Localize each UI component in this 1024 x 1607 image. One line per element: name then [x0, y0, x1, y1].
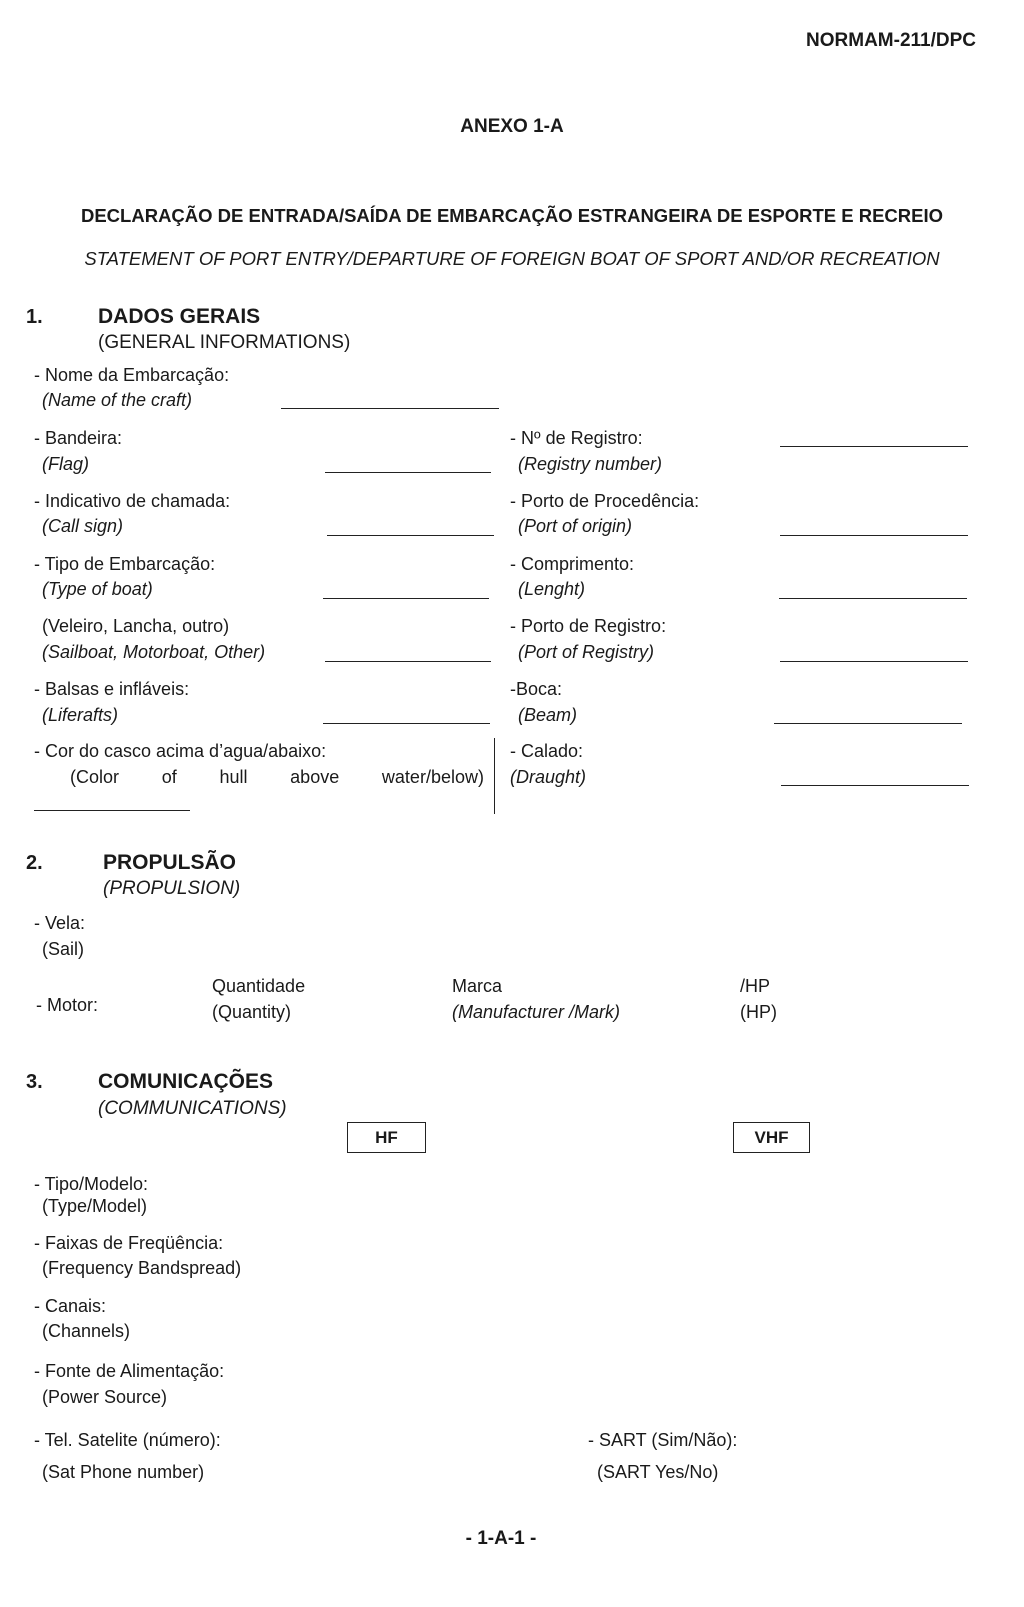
section-1-title: DADOS GERAIS — [98, 305, 261, 328]
section-2-subtitle: (PROPULSION) — [103, 878, 241, 899]
beam-label: -Boca: — [510, 679, 563, 699]
power-source-label: - Fonte de Alimentação: — [34, 1361, 225, 1381]
title-en: STATEMENT OF PORT ENTRY/DEPARTURE OF FOREIGN BOAT OF SPORT AND/OR RECREATION — [84, 248, 940, 269]
hull-color-word: above — [290, 767, 340, 787]
section-2-number: 2. — [26, 852, 43, 874]
quantity-label-en: (Quantity) — [212, 1002, 292, 1022]
type-model-label-en: (Type/Model) — [42, 1196, 148, 1216]
liferafts-field[interactable] — [323, 723, 490, 724]
length-label-en: (Lenght) — [518, 579, 586, 599]
page-number: - 1-A-1 - — [465, 1528, 537, 1549]
registry-number-label: - Nº de Registro: — [510, 428, 643, 448]
port-of-registry-label: - Porto de Registro: — [510, 616, 667, 636]
draught-field[interactable] — [781, 785, 969, 786]
draught-label: - Calado: — [510, 741, 584, 761]
sail-label: - Vela: — [34, 913, 86, 933]
hull-color-label-en — [70, 767, 484, 788]
hull-color-field[interactable] — [34, 810, 190, 811]
call-sign-label-en: (Call sign) — [42, 516, 124, 536]
boat-kind-label: (Veleiro, Lancha, outro) — [42, 616, 230, 636]
frequency-label-en: (Frequency Bandspread) — [42, 1258, 242, 1278]
section-3-title: COMUNICAÇÕES — [98, 1070, 274, 1093]
hp-label: /HP — [740, 976, 771, 996]
sart-label: - SART (Sim/Não): — [588, 1430, 738, 1450]
port-of-origin-field[interactable] — [780, 535, 968, 536]
title-pt: DECLARAÇÃO DE ENTRADA/SAÍDA DE EMBARCAÇÃO ESTRANGEIRA DE ESPORTE E RECREIO — [80, 205, 944, 226]
sat-phone-label: - Tel. Satelite (número): — [34, 1430, 221, 1450]
hull-color-word: hull — [219, 767, 248, 787]
craft-name-field[interactable] — [281, 408, 499, 409]
quantity-label: Quantidade — [212, 976, 306, 996]
beam-field[interactable] — [774, 723, 962, 724]
hull-color-word: of — [161, 767, 177, 787]
boat-type-label: - Tipo de Embarcação: — [34, 554, 216, 574]
section-2-title: PROPULSÃO — [103, 851, 237, 874]
boat-kind-field[interactable] — [325, 661, 491, 662]
hull-color-label: - Cor do casco acima d’agua/abaixo: — [34, 741, 327, 761]
annex-title: ANEXO 1-A — [460, 116, 564, 137]
craft-name-label-en: (Name of the craft) — [42, 390, 193, 410]
boat-kind-label-en: (Sailboat, Motorboat, Other) — [42, 642, 266, 662]
column-divider — [494, 738, 495, 814]
beam-label-en: (Beam) — [518, 705, 578, 725]
call-sign-field[interactable] — [327, 535, 494, 536]
port-of-registry-field[interactable] — [780, 661, 968, 662]
port-of-origin-label-en: (Port of origin) — [518, 516, 633, 536]
sart-label-en: (SART Yes/No) — [597, 1462, 719, 1482]
document-code: NORMAM-211/DPC — [806, 30, 976, 51]
manufacturer-label: Marca — [452, 976, 503, 996]
section-3-subtitle: (COMMUNICATIONS) — [98, 1098, 287, 1119]
sail-label-en: (Sail) — [42, 939, 85, 959]
draught-label-en: (Draught) — [510, 767, 587, 787]
type-model-label: - Tipo/Modelo: — [34, 1174, 149, 1194]
motor-label: - Motor: — [36, 995, 99, 1015]
length-label: - Comprimento: — [510, 554, 635, 574]
section-3-number: 3. — [26, 1071, 43, 1093]
vhf-header-box: VHF — [733, 1122, 810, 1153]
manufacturer-label-en: (Manufacturer /Mark) — [452, 1002, 621, 1022]
flag-label: - Bandeira: — [34, 428, 123, 448]
port-of-registry-label-en: (Port of Registry) — [518, 642, 655, 662]
hull-color-word: (Color — [70, 767, 120, 787]
hp-label-en: (HP) — [740, 1002, 777, 1022]
flag-field[interactable] — [325, 472, 491, 473]
call-sign-label: - Indicativo de chamada: — [34, 491, 231, 511]
boat-type-label-en: (Type of boat) — [42, 579, 153, 599]
channels-label-en: (Channels) — [42, 1321, 131, 1341]
sat-phone-label-en: (Sat Phone number) — [42, 1462, 205, 1482]
section-1-subtitle: (GENERAL INFORMATIONS) — [98, 332, 351, 353]
frequency-label: - Faixas de Freqüência: — [34, 1233, 224, 1253]
port-of-origin-label: - Porto de Procedência: — [510, 491, 700, 511]
hull-color-word: water/below) — [381, 767, 484, 787]
registry-number-field[interactable] — [780, 446, 968, 447]
length-field[interactable] — [779, 598, 967, 599]
liferafts-label-en: (Liferafts) — [42, 705, 119, 725]
hf-header-box: HF — [347, 1122, 426, 1153]
boat-type-field[interactable] — [323, 598, 489, 599]
section-1-number: 1. — [26, 306, 43, 328]
craft-name-label: - Nome da Embarcação: — [34, 365, 230, 385]
flag-label-en: (Flag) — [42, 454, 90, 474]
channels-label: - Canais: — [34, 1296, 107, 1316]
power-source-label-en: (Power Source) — [42, 1387, 168, 1407]
liferafts-label: - Balsas e infláveis: — [34, 679, 190, 699]
registry-number-label-en: (Registry number) — [518, 454, 663, 474]
